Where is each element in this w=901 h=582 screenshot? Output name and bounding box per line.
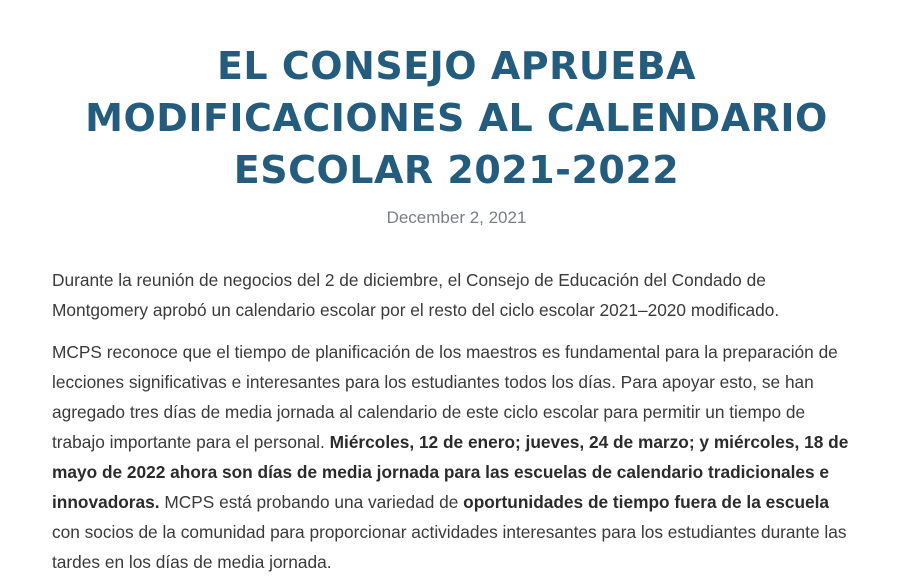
paragraph-planning — [52, 337, 861, 577]
article-date: December 2, 2021 — [386, 208, 527, 227]
paragraph-planning-text-b: MCPS está probando una variedad de — [159, 492, 464, 512]
article-title-line-1: EL CONSEJO APRUEBA — [216, 44, 697, 88]
article-title-line-3: ESCOLAR 2021-2022 — [233, 148, 680, 192]
paragraph-intro: Durante la reunión de negocios del 2 de diciembre, el Consejo de Educación del Condado de Montgomery aprobó un calendario escolar por el resto del ciclo escolar 2021–2020 modificado. — [52, 270, 780, 320]
article-title-line-2: MODIFICACIONES AL CALENDARIO — [85, 96, 828, 140]
article-title — [52, 0, 861, 196]
half-day-dates-emphasis: Miércoles, 12 de enero; jueves, 24 de marzo; y miércoles, 18 de mayo de 2022 ahora son días de media jornada para las escuelas de calendario tradicionales e innovadoras. — [52, 432, 849, 512]
paragraph-planning-text-c: con socios de la comunidad para proporcionar actividades interesantes para los estudiantes durante las tardes en los días de media jornada. — [52, 522, 847, 572]
out-of-school-time-emphasis: oportunidades de tiempo fuera de la escuela — [463, 492, 830, 512]
paragraph-planning-text-a: MCPS reconoce que el tiempo de planificación de los maestros es fundamental para la preparación de lecciones significativas e interesantes para los estudiantes todos los días. Para apoyar esto, se han agregado tres días de media jornada al calendario de este ciclo escolar para permitir un tiempo de trabajo importante para el personal. — [52, 342, 838, 452]
